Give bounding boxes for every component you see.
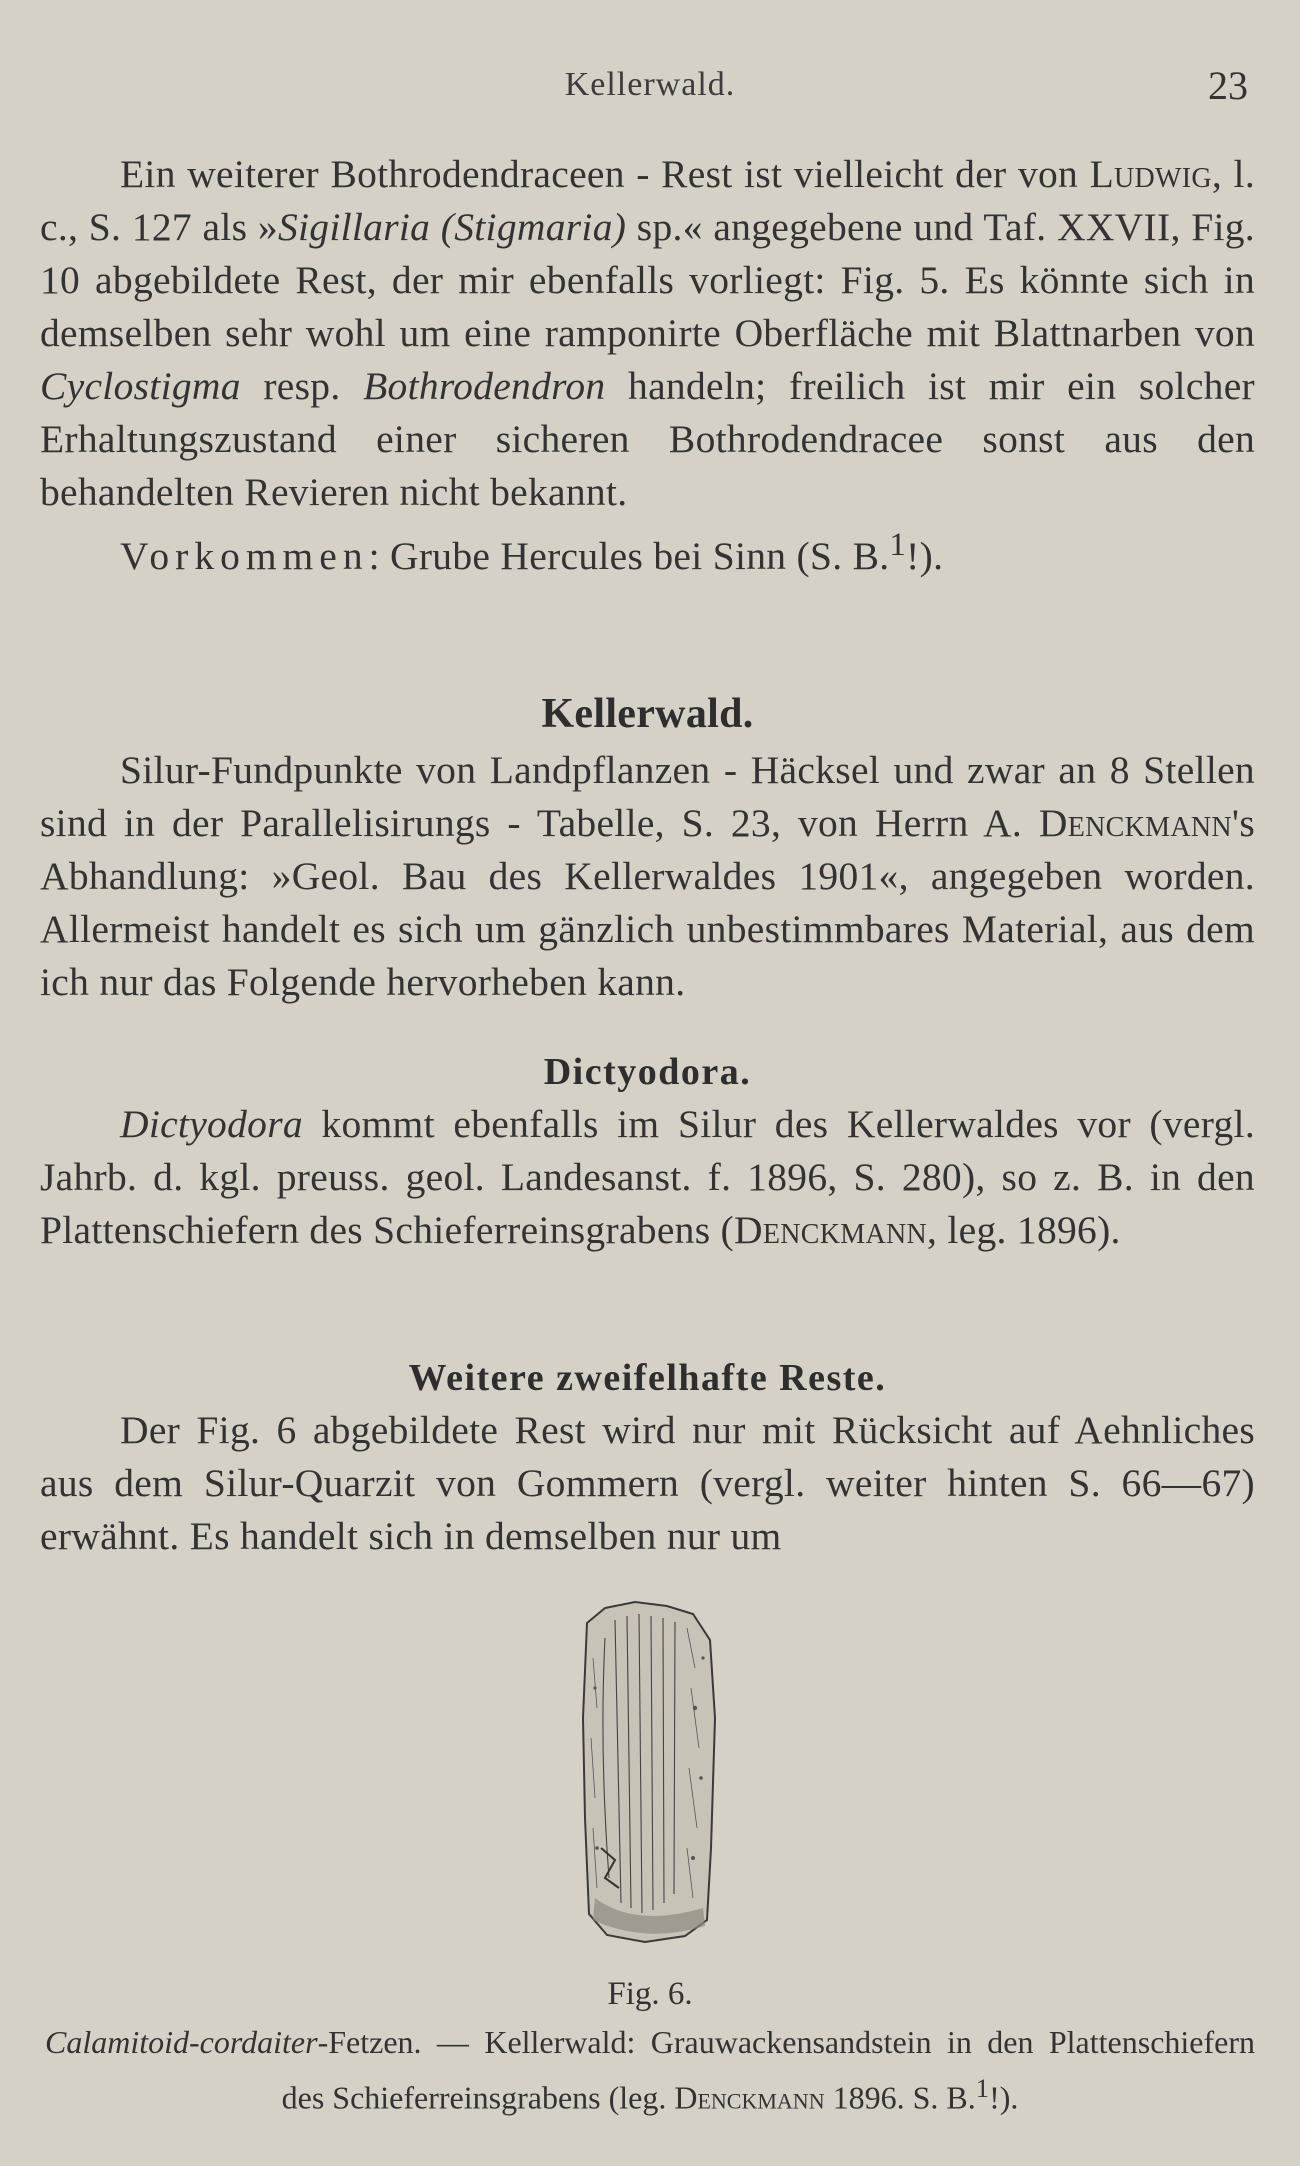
figure-label: Fig. 6. <box>607 1976 693 2012</box>
text-run: handeln; freilich ist mir ein solcher Erhaltungszustand einer sicheren Bothrodendracee sonst aus den behandelten Revieren nicht bekannt. <box>40 364 1255 514</box>
paragraph-silur-fundpunkte <box>40 744 1255 1009</box>
running-head <box>0 62 1300 112</box>
text-run: Silur-Fundpunkte von Landpflanzen - Häcksel und zwar an 8 Stellen sind in der Parallelisirungs - Tabelle, S. 23, von Herrn A. <box>40 748 1255 845</box>
text-run: Ein weiterer Bothrodendraceen - Rest ist vielleicht der von <box>120 152 1090 196</box>
fossil-illustration <box>575 1598 725 1943</box>
paragraph-dictyodora <box>40 1098 1255 1257</box>
section-bothrodendraceae <box>40 148 1255 583</box>
taxon-calamitoid-cordaiter: Calamitoid-cordaiter <box>45 2024 318 2060</box>
text-run: 1896. S. B. <box>824 2079 976 2116</box>
heading-dictyodora: Dictyodora. <box>543 1051 752 1093</box>
taxon-dictyodora: Dictyodora <box>120 1102 303 1146</box>
paragraph-fig6-rest: Der Fig. 6 abgebildete Rest wird nur mit Rücksicht auf Aehnliches aus dem Silur-Quarzit von Gommern (vergl. weiter hinten S. 66—67) erwähnt. Es handelt sich in demselben nur um <box>40 1408 1255 1558</box>
heading-kellerwald: Kellerwald. <box>541 691 754 737</box>
text-run: : Grube Hercules bei Sinn (S. B. <box>368 534 890 579</box>
section-weitere-reste <box>40 1352 1255 1563</box>
footnote-mark: 1 <box>975 2073 990 2103</box>
text-run: , leg. 1896). <box>927 1208 1121 1252</box>
page-number: 23 <box>1208 63 1248 108</box>
taxon-bothrodendron: Bothrodendron <box>363 364 606 408</box>
author-denckmann: Denckmann <box>674 2079 825 2116</box>
occurrence-label: Vorkommen <box>120 534 369 579</box>
running-title: Kellerwald. <box>564 66 736 103</box>
heading-weitere-zweifelhafte-reste: Weitere zweifelhafte Reste. <box>408 1357 887 1399</box>
section-kellerwald <box>40 684 1255 1009</box>
text-run: sp.« angegebene und Taf. XXVII, Fig. 10 abgebildete Rest, der mir ebenfalls vorliegt: Fig. 5. Es könnte sich in demselben sehr wohl um eine ramponirte Oberfläche mit Blattnarben von <box>40 205 1255 355</box>
text-run: !). <box>906 534 944 579</box>
footnote-mark: 1 <box>889 527 907 563</box>
text-run: , l. c., S. 127 als » <box>40 152 1255 249</box>
paragraph-occurrence <box>40 519 1255 583</box>
author-denckmann: Denckmann <box>734 1208 928 1252</box>
taxon-cyclostigma: Cyclostigma <box>40 364 241 408</box>
text-run: !). <box>989 2079 1019 2116</box>
author-ludwig: Ludwig <box>1089 152 1212 196</box>
section-dictyodora <box>40 1046 1255 1257</box>
author-denckmann: Denckmann <box>1038 801 1232 845</box>
text-run: -Fetzen. — Kellerwald: Grauwackensandstein in den Plattenschiefern des Schieferreinsgrabens (leg. <box>281 2024 1255 2116</box>
text-run: resp. <box>240 364 364 408</box>
text-run: kommt ebenfalls im Silur des Kellerwaldes vor (vergl. Jahrb. d. kgl. preuss. geol. Landesanst. f. 1896, S. 280), so z. B. in den Plattenschiefern des Schieferreinsgrabens ( <box>40 1102 1255 1252</box>
paragraph-bothrodendraceen-rest <box>40 148 1255 519</box>
text-run: 's Abhandlung: »Geol. Bau des Kellerwaldes 1901«, angegeben worden. Allermeist handelt es sich um gänzlich unbestimmbares Material, aus dem ich nur das Folgende hervorheben kann. <box>40 801 1255 1004</box>
figure-caption <box>45 2019 1255 2121</box>
taxon-sigillaria: Sigillaria (Stigmaria) <box>277 205 627 249</box>
